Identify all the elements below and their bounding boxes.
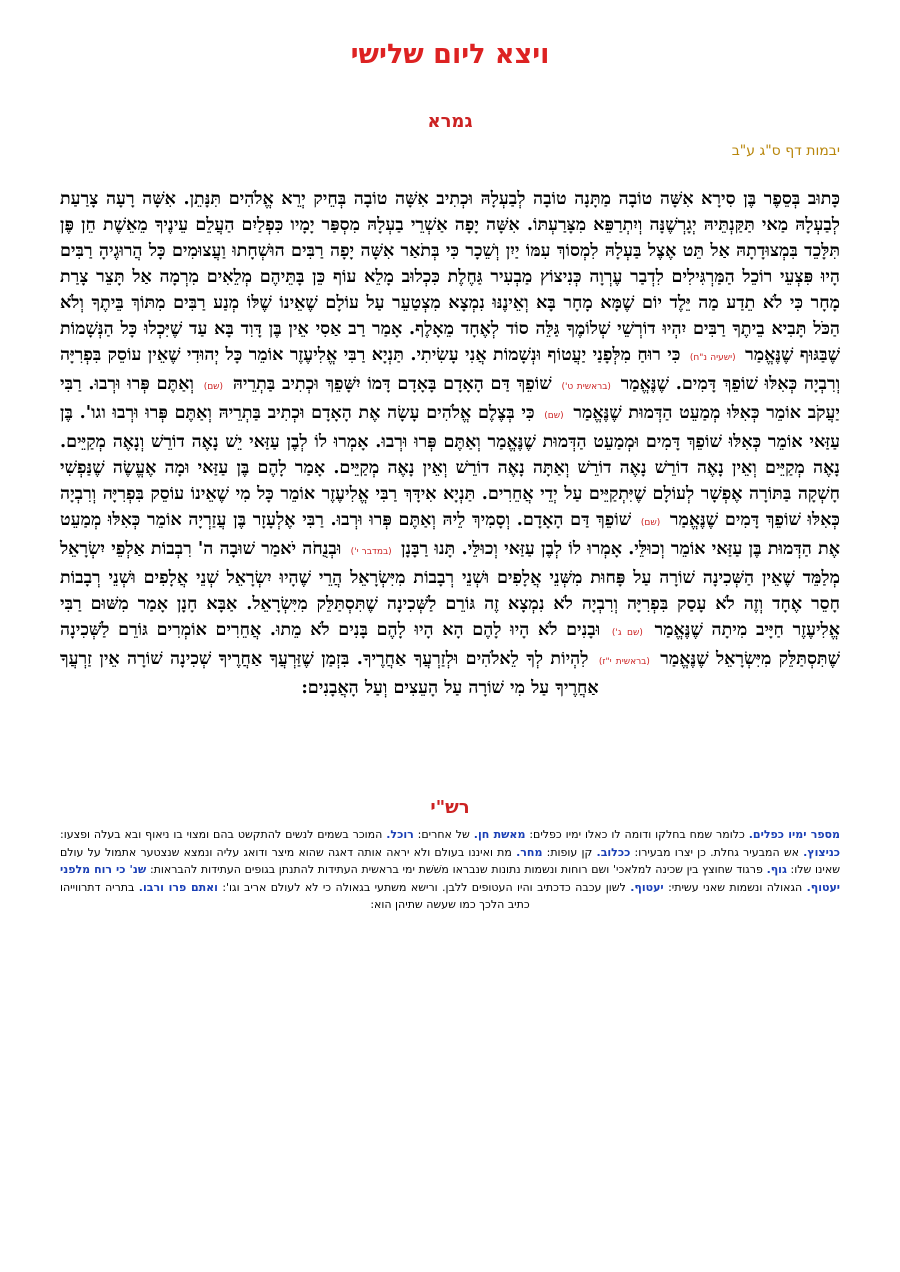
- page: [60, 0, 840, 1272]
- dibur-hamatchil: שנ' כי רוח מלפני יעטוף.: [60, 863, 841, 894]
- verse-citation: (בראשית י"ז): [598, 657, 650, 667]
- verse-citation: (שם ג'): [611, 628, 643, 638]
- gemara-segment: כִּי רוּחַ מִלְּפָנַי יַעֲטוֹף וּנְשָׁמוֹת אֲנִי עָשִׂיתִי. תַּנְיָא רַבִּי אֱלִיעֶזֶר אוֹמֵר כָּל יְהוּדִי שֶׁאֵין עוֹסֵק בִּפְרִיָּה וְרִבְיָה כְּאִלּוּ שׁוֹפֵךְ דָּמִים. שֶׁנֶּאֱמַר: [60, 345, 841, 394]
- dibur-hamatchil: ככלוב.: [596, 845, 631, 859]
- gemara-segment: לִהְיוֹת לְךָ לֵאלֹהִים וּלְזַרְעֲךָ אַחֲרֶיךָ. בִּזְמַן שֶׁזַּרְעֲךָ אַחֲרֶיךָ שְׁכִינָה שׁוֹרָה אֵין זַרְעֲךָ אַחֲרֶיךָ עַל מִי שׁוֹרָה עַל הָעֵצִים וְעַל הָאֲבָנִים:: [60, 649, 599, 698]
- gemara-segment: שׁוֹפֵךְ דַּם הָאָדָם בָּאָדָם דָּמוֹ יִשָּׁפֵךְ וּכְתִיב בַּתְרֵיהּ: [232, 374, 552, 394]
- rashi-comment: קן עופות:: [546, 845, 593, 859]
- rashi-comment: של אחרים:: [417, 828, 470, 841]
- gemara-segment: וְאַתֶּם פְּרוּ וּרְבוּ. רַבִּי יַעֲקֹב אוֹמֵר כְּאִלּוּ מְמַעֵט הַדְּמוּת שֶׁנֶּאֱמַר: [60, 374, 840, 423]
- gemara-heading: גמרא: [427, 111, 473, 132]
- rashi-comment: בתריה דתרווייהו כתיב הלכך כמו שעשה שתיהן הוא:: [60, 880, 530, 911]
- gemara-segment: וּבָנִים לֹא הָיוּ לָהֶם הָא הָיוּ לָהֶם בָּנִים לֹא מֵתוּ. אֲחֵרִים אוֹמְרִים גּוֹרֵם לַשְּׁכִינָה שֶׁתִּסְתַּלֵּק מִיִּשְׂרָאֵל שֶׁנֶּאֱמַר: [60, 620, 840, 669]
- dibur-hamatchil: יעטוף.: [630, 880, 664, 894]
- verse-citation: (ישעיה נ"ח): [689, 353, 736, 363]
- gemara-segment: שׁוֹפֵךְ דַּם הָאָדָם. וְסָמִיךְ לֵיהּ וְאַתֶּם פְּרוּ וּרְבוּ. רַבִּי אֶלְעָזָר בֶּן עֲזַרְיָה אוֹמֵר כְּאִלּוּ מְמַעֵט אֶת הַדְּמוּת בֶּן עַזַּאי אוֹמֵר וְכוּלֵּי. אָמְרוּ לוֹ לְבֶן עַזַּאי וְכוּלֵּי. תָּנוּ רַבָּנָן: [60, 510, 841, 559]
- rashi-comment: המוכר בשמים לנשים להתקשט בהם ומצוי בו ניאוף ובא בעלה ופצעו:: [60, 828, 383, 841]
- rashi-comment: פרגוד שחוצץ בין שכינה למלאכי' ושם רוחות ונשמות נתונות שנבראו משׁשׁת ימי בראשית העתידות להתנתן בגופים העתידות להבראות:: [149, 863, 763, 876]
- rashi-comment: כלומר שמח בחלקו ודומה לו כאלו ימיו כפלים:: [529, 828, 745, 841]
- gemara-segment: וּבְנֻחֹה יֹאמַר שׁוּבָה ה' רִבְבוֹת אַלְפֵי יִשְׂרָאֵל מְלַמֵּד שֶׁאֵין הַשְּׁכִינָה שׁוֹרָה עַל פָּחוּת מִשְּׁנֵי אֲלָפִים וּשְׁנֵי רְבָבוֹת מִיִּשְׂרָאֵל הֲרֵי שֶׁהָיוּ יִשְׂרָאֵל שְׁנֵי אֲלָפִים וּשְׁנֵי רְבָבוֹת חָסֵר אֶחָד וְזֶה לֹא עָסַק בִּפְרִיָּה וְרִבְיָה לֹא נִמְצָא זֶה גּוֹרֵם לַשְּׁכִינָה שֶׁתִּסְתַּלֵּק מִיִּשְׂרָאֵל. אַבָּא חָנָן אָמַר מִשּׁוּם רַבִּי אֱלִיעֶזֶר חַיָּיב מִיתָה שֶׁנֶּאֱמַר: [60, 539, 840, 640]
- gemara-text: [60, 186, 840, 701]
- rashi-comment: מת ואיננו בעולם ולא יראה אותה דאגה שהוא מיצר ודואג עליה ונמצא שנצטער אתמול על עולם שאינו שלו:: [60, 845, 840, 876]
- verse-citation: (בראשית ט'): [561, 382, 611, 392]
- verse-citation: (במדבר י'): [350, 547, 392, 557]
- rashi-commentary: [60, 826, 840, 914]
- source-reference: יבמות דף ס"ג ע"ב: [731, 143, 840, 159]
- page-title: ויצא ליום שלישי: [350, 39, 550, 70]
- gemara-segment: כִּי בְּצֶלֶם אֱלֹהִים עָשָׂה אֶת הָאָדָם וּכְתִיב בַּתְרֵיהּ וְאַתֶּם פְּרוּ וּרְבוּ וגו'. בֶּן עַזַּאי אוֹמֵר כְּאִלּוּ שׁוֹפֵךְ דָּמִים וּמְמַעֵט הַדְּמוּת שֶׁנֶּאֱמַר וְאַתֶּם פְּרוּ וּרְבוּ. אָמְרוּ לוֹ לְבֶן עַזַּאי יֵשׁ נָאֶה דוֹרֵשׁ וְנָאֶה מְקַיֵּים. נָאֶה מְקַיֵּים וְאֵין נָאֶה דוֹרֵשׁ נָאֶה דוֹרֵשׁ וְאַתָּה נָאֶה דוֹרֵשׁ וְאֵין נָאֶה מְקַיֵּים. אָמַר לָהֶם בֶּן עַזַּאי וּמָה אֶעֱשֶׂה שֶׁנַּפְשִׁי חָשְׁקָה בַּתּוֹרָה אֶפְשָׁר לְעוֹלָם שֶׁיִּתְקַיֵּים עַל יְדֵי אֲחֵרִים. תַּנְיָא אִידָּךְ רַבִּי אֱלִיעֶזֶר אוֹמֵר כָּל מִי שֶׁאֵינוֹ עוֹסֵק בִּפְרִיָּה וְרִבְיָה כְּאִלּוּ שׁוֹפֵךְ דָּמִים שֶׁנֶּאֱמַר: [60, 403, 840, 530]
- gemara-segment: כָּתוּב בְּסֵפֶר בֶּן סִירָא אִשָּׁה טוֹבָה מַתָּנָה טוֹבָה לְבַעְלָהּ וּכְתִיב אִשָּׁה טוֹבָה בְּחֵיק יְרֵא אֱלֹהִים תִּנָּתֵן. אִשָּׁה רָעָה צָרַעַת לְבַעְלָהּ מַאי תַּקַּנְתֵּיהּ יְגָרְשֶׁנָּה וְיִתְרַפֵּא מִצָּרַעְתּוֹ. אִשָּׁה יָפָה אַשְׁרֵי בַעְלָהּ מִסְפַּר יָמָיו כִּפְלַיִם הַעֲלֵם עֵינֶיךָ מֵאֵשֶׁת חֵן פֶּן תִּלָּכֵד בִּמְצוּדָתָהּ אַל תֵּט אֶצֶל בַּעְלָהּ לִמְסוֹךְ עִמּוֹ יַיִן וְשֵׁכָר כִּי בְּתֹאַר אִשָּׁה יָפָה רַבִּים הוּשְׁחָתוּ וַעֲצוּמִים כָּל הֲרוּגֶיהָ רַבִּים הָיוּ פִּצְעֵי רוֹכֵל הַמַּרְגִּילִים לִדְבַר עֶרְוָה כְּנִיצוֹץ מַבְעִיר גַּחֶלֶת כִּכְלוּב מָלֵא עוֹף כֵּן בָּתֵּיהֶם מְלֵאִים מִרְמָה אַל תָּצֵר צָרַת מָחָר כִּי לֹא תֵדַע מַה יֵּלֶד יוֹם שֶׁמָּא מָחָר בָּא וְאֵינֶנּוּ נִמְצָא מִצְטַעֵר עַל עוֹלָם שֶׁאֵינוֹ שֶׁלּוֹ מְנַע רַבִּים מִתּוֹךְ בֵּיתֶךָ וְלֹא הַכֹּל תָּבִיא בֵיתֶךָ רַבִּים יִהְיוּ דוֹרְשֵׁי שְׁלוֹמֶךָ גַּלֵּה סוֹד לְאֶחָד מֵאָלֶף. אָמַר רַב אַסִי אֵין בֶּן דָּוִד בָּא עַד שֶׁיִּכְלוּ כָּל הַנְּשָׁמוֹת שֶׁבַּגּוּף שֶׁנֶּאֱמַר: [60, 189, 841, 365]
- dibur-hamatchil: מחר.: [516, 845, 543, 859]
- rashi-comment: אש המבעיר גחלת. כן יצרו מבעירו:: [634, 845, 799, 859]
- verse-citation: (שם): [544, 411, 564, 421]
- rashi-heading: רש"י: [430, 797, 470, 818]
- verse-citation: (שם): [640, 518, 661, 528]
- dibur-hamatchil: רוכל.: [386, 828, 414, 841]
- verse-citation: (שם): [203, 382, 224, 392]
- rashi-comment: הגאולה ונשמות שאני עשיתי:: [668, 880, 803, 894]
- dibur-hamatchil: מספר ימיו כפלים.: [748, 828, 840, 841]
- dibur-hamatchil: כניצוץ.: [803, 845, 841, 859]
- dibur-hamatchil: גוף.: [766, 863, 787, 876]
- rashi-comment: לשון עכבה כדכתיב והיו העטופים ללבן. ורישא משתעי בגאולה כי לא לעולם אריב וגו':: [222, 880, 626, 894]
- dibur-hamatchil: ואתם פרו ורבו.: [138, 880, 218, 894]
- dibur-hamatchil: מאשת חן.: [473, 828, 526, 841]
